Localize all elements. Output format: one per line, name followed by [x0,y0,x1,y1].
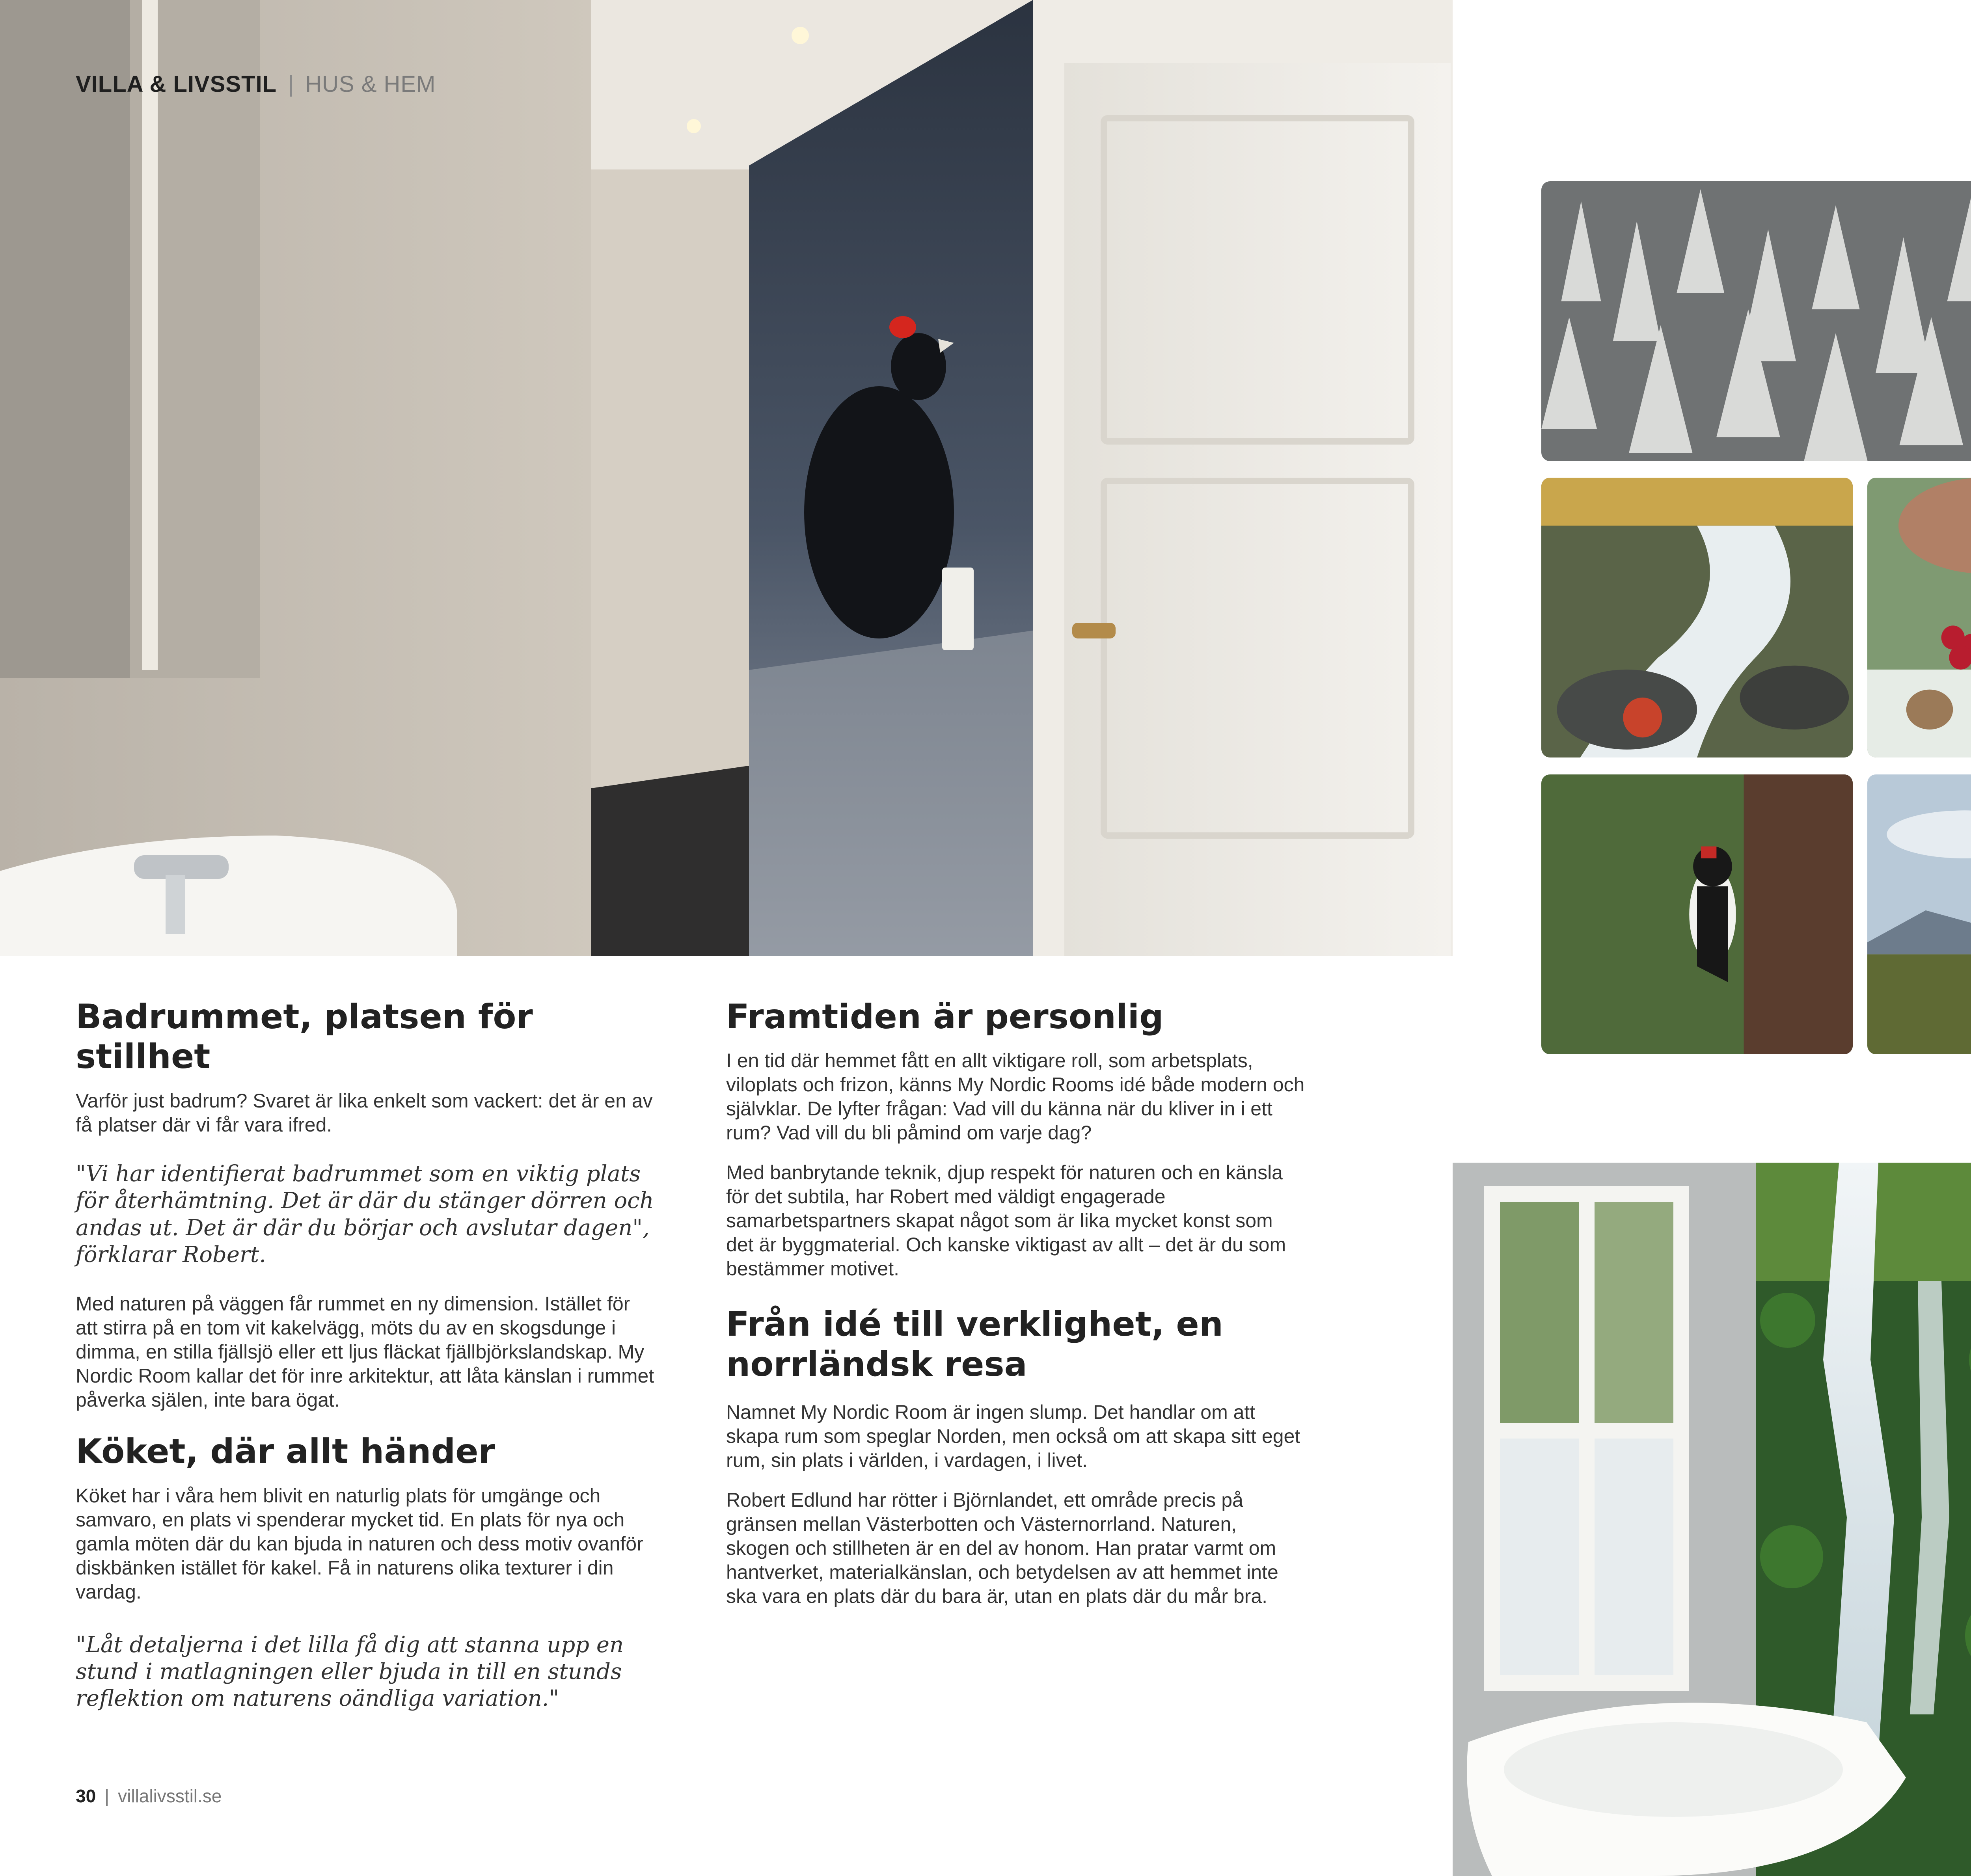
section-name: HUS & HEM [305,71,436,97]
waterfall-bathroom-photo [1453,1163,1971,1876]
header-separator: | [288,71,294,97]
paragraph: Med naturen på väggen får rummet en ny dimension. Istället för att stirra på en tom vit kakelvägg, möts du av en skogsdunge i dimma, en stilla fjällsjö eller ett ljus fläckat fjällbjörkslandskap. My Nordic Room kallar det för inre arkitektur, att låta känslan i rummet påverka själen, inte bara ögat. [76,1293,654,1411]
tile-river [1541,478,1853,757]
paragraph: Robert Edlund har rötter i Björnlandet, ett område precis på gränsen mellan Västerbotten och Västernorrland. Naturen, skogen och stillheten är en del av honom. Han pratar varmt om hantverket, materialkänslan, och betydelsen av att hemmet inte ska vara en plats där du bara är, utan en plats där du mår bra. [726,1489,1278,1608]
heading-koket: Köket, där allt händer [76,1432,495,1472]
paragraph: I en tid där hemmet fått en allt viktigare roll, som arbetsplats, viloplats och frizon, känns My Nordic Rooms idé både modern och självklar. De lyfter frågan: Vad vill du känna när du kliver in i ett rum? Vad vill du bli påmind om varje dag? [726,1050,1305,1144]
pull-quote: "Vi har identifierat badrummet som en viktig plats för återhämtning. Det är där du stänger dörren och andas ut. Det är där du börjar och avslutar dagen", förklarar Robert. [76,1161,654,1267]
folio-separator: | [104,1786,110,1806]
heading-fran-ide: Från idé till verklighet, en norrländsk resa [726,1305,1223,1384]
tile-woodpecker [1541,774,1853,1054]
page-number: 30 [76,1786,96,1806]
tile-frosty-forest [1541,181,1971,461]
pull-quote: "Låt detaljerna i det lilla få dig att stanna upp en stund i matlagningen eller bjuda in till en stunds reflektion om naturens oändliga variation." [76,1632,624,1712]
article-column-2 [726,997,1306,1608]
paragraph: Med banbrytande teknik, djup respekt för naturen och en känsla för det subtila, har Robert med väldigt engagerade samarbetspartners skapat något som är lika mycket konst som det är byggmaterial. Och kanske viktigast av allt – det är du som bestämmer motivet. [726,1161,1286,1280]
magazine-name: VILLA & LIVSSTIL [76,71,277,97]
heading-badrummet: Badrummet, platsen för stillhet [76,997,533,1077]
paragraph: Köket har i våra hem blivit en naturlig plats för umgänge och samvaro, en plats vi spenderar mycket tid. En plats för nya och gamla möten där du kan bjuda in naturen och dess motiv ovanför diskbänken istället för kakel. Få in naturens olika texturer i din vardag. [76,1484,643,1603]
paragraph: Varför just badrum? Svaret är lika enkelt som vackert: det är en av få platser där vi får vara ifred. [76,1089,653,1136]
folio-left [76,1785,222,1807]
tile-mountains [1867,774,1971,1054]
paragraph: Namnet My Nordic Room är ingen slump. Det handlar om att skapa rum som speglar Norden, men också om att skapa sitt eget rum, sin plats i världen, i vardagen, i livet. [726,1401,1300,1472]
tile-lingonberries [1867,478,1971,757]
website: villalivsstil.se [118,1786,222,1806]
heading-framtiden: Framtiden är personlig [726,997,1164,1037]
article-column-1 [76,997,655,1712]
